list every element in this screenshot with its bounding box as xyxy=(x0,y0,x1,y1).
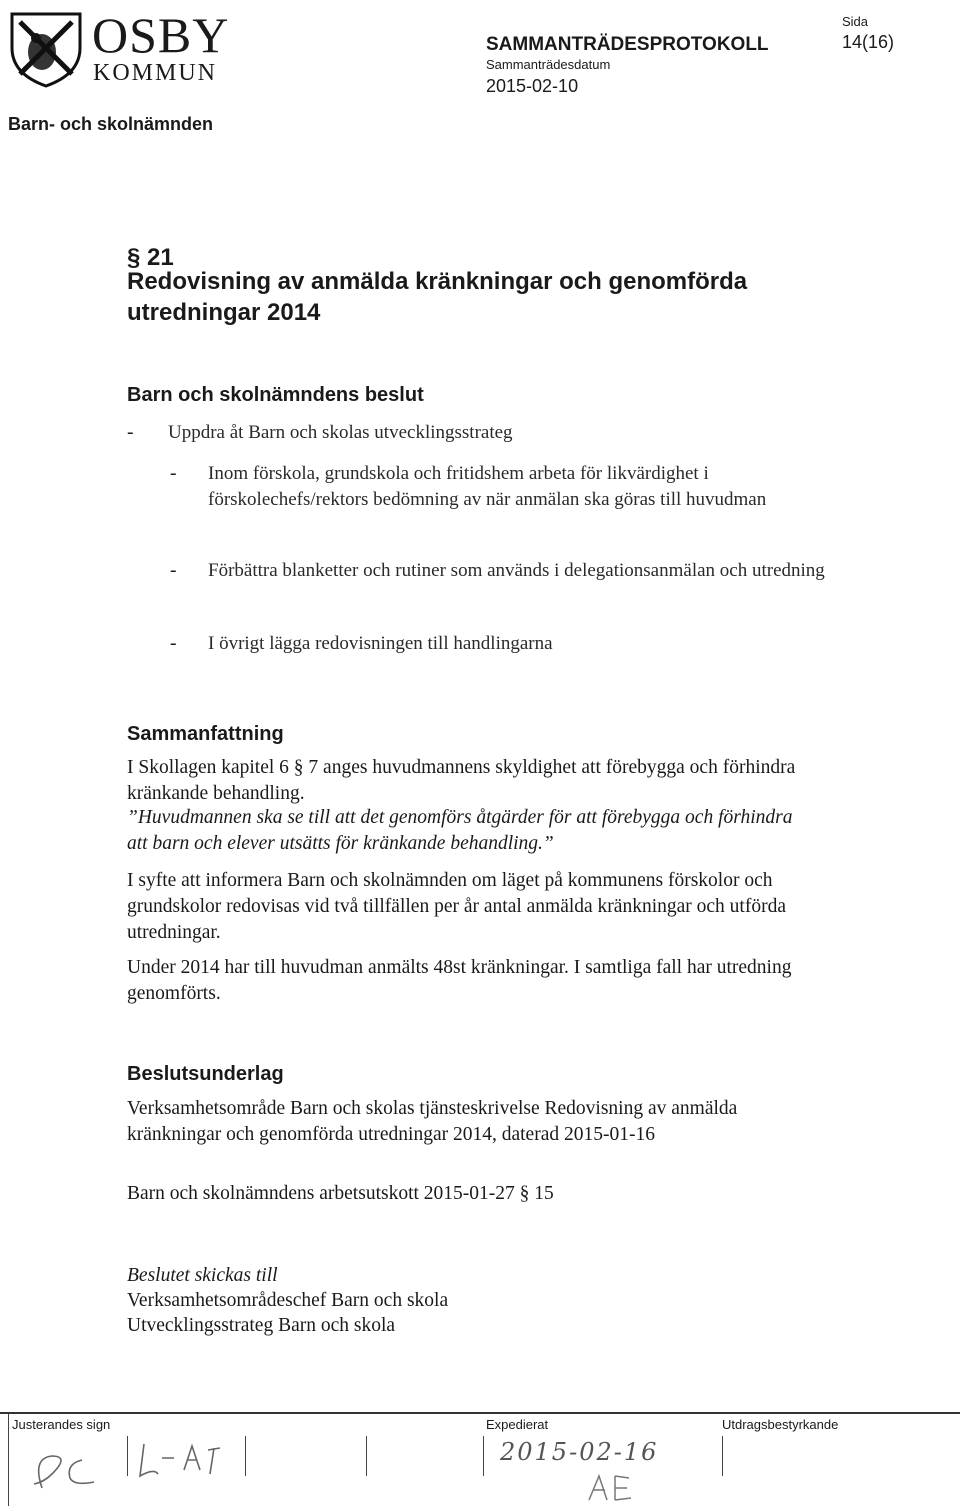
section-title: Redovisning av anmälda kränkningar och genomförda utredningar 2014 xyxy=(127,268,748,326)
sent-to-heading: Beslutet skickas till xyxy=(127,1265,278,1286)
decision-heading: Barn och skolnämndens beslut xyxy=(127,384,424,406)
signature-separator xyxy=(366,1436,367,1476)
page-label: Sida xyxy=(842,14,869,29)
summary-paragraph: Under 2014 har till huvudman anmälts 48st kränkningar. I samtliga fall har utredning genomförts. xyxy=(127,957,792,1004)
sent-to-recipient: Verksamhetsområdeschef Barn och skola xyxy=(127,1290,449,1311)
justerandes-sign-label: Justerandes sign xyxy=(12,1417,111,1432)
paragraph-number: § 21 xyxy=(127,244,174,271)
handwritten-initials xyxy=(22,1438,112,1498)
utdragsbestyrkande-label: Utdragsbestyrkande xyxy=(722,1417,839,1432)
handwritten-initials xyxy=(134,1436,224,1480)
summary-paragraph: I Skollagen kapitel 6 § 7 anges huvudmannens skyldighet att förebygga och förhindra kränkande behandling. xyxy=(127,757,796,804)
footer-border xyxy=(8,1414,9,1506)
osby-coat-of-arms-logo xyxy=(6,8,86,88)
decision-sub-item: Inom förskola, grundskola och fritidshem arbeta för likvärdighet i förskolechefs/rektors bedömning av när anmälan ska göras till huvudman xyxy=(208,463,767,510)
signature-separator xyxy=(722,1436,723,1476)
dash-marker: - xyxy=(127,422,134,443)
basis-paragraph: Verksamhetsområde Barn och skolas tjänsteskrivelse Redovisning av anmälda kränkningar och genomförda utredningar 2014, daterad 2015-01-16 xyxy=(127,1098,738,1145)
dash-marker: - xyxy=(170,633,177,654)
expedierat-date: 2015-02-16 xyxy=(500,1438,659,1466)
dash-marker: - xyxy=(170,463,177,484)
org-name: OSBY xyxy=(92,7,230,63)
handwritten-initials xyxy=(585,1470,635,1504)
committee-name: Barn- och skolnämnden xyxy=(8,114,214,134)
decision-sub-item: I övrigt lägga redovisningen till handlingarna xyxy=(208,633,553,654)
summary-paragraph: I syfte att informera Barn och skolnämnden om läget på kommunens förskolor och grundskolor redovisas vid två tillfällen per år antal anmälda kränkningar och utförda utredningar. xyxy=(127,870,786,943)
decision-sub-item: Förbättra blanketter och rutiner som används i delegationsanmälan och utredning xyxy=(208,560,825,581)
signature-separator xyxy=(483,1436,484,1476)
meeting-date-label: Sammanträdesdatum xyxy=(486,57,611,72)
expedierat-label: Expedierat xyxy=(486,1417,549,1432)
footer-divider xyxy=(0,1412,960,1414)
document-title: SAMMANTRÄDESPROTOKOLL xyxy=(486,34,769,55)
page-number: 14(16) xyxy=(842,32,895,52)
decision-main-item: Uppdra åt Barn och skolas utvecklingsstrateg xyxy=(168,422,513,443)
summary-quote: ”Huvudmannen ska se till att det genomförs åtgärder för att förebygga och förhindra att barn och elever utsätts för kränkande behandling.” xyxy=(127,807,793,854)
org-subtitle: KOMMUN xyxy=(93,60,218,86)
basis-paragraph: Barn och skolnämndens arbetsutskott 2015-01-27 § 15 xyxy=(127,1183,554,1204)
signature-separator xyxy=(127,1436,128,1476)
meeting-date: 2015-02-10 xyxy=(486,76,579,96)
dash-marker: - xyxy=(170,560,177,581)
signature-separator xyxy=(245,1436,246,1476)
sent-to-recipient: Utvecklingsstrateg Barn och skola xyxy=(127,1315,396,1336)
summary-heading: Sammanfattning xyxy=(127,723,284,745)
basis-heading: Beslutsunderlag xyxy=(127,1063,284,1085)
